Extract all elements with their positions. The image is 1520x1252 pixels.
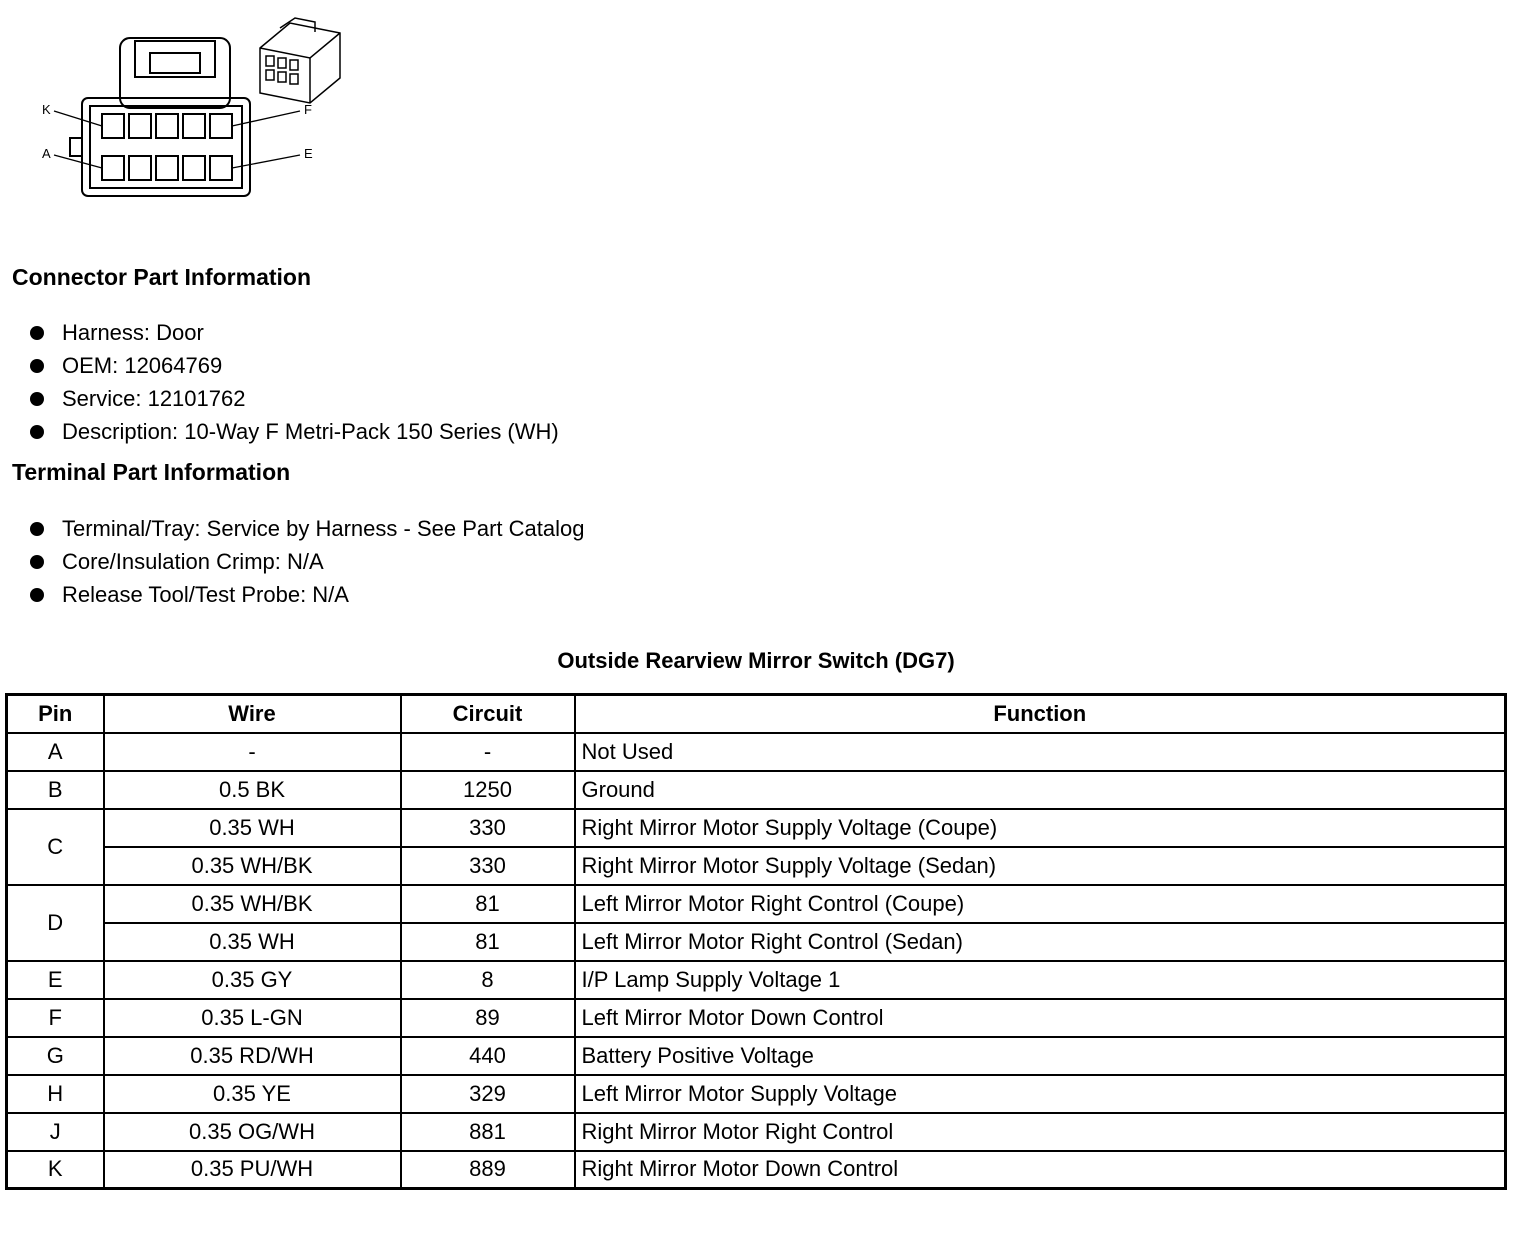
table-row xyxy=(7,809,1506,847)
table-row xyxy=(7,961,1506,999)
cell-circuit: 81 xyxy=(401,885,575,923)
cell-wire: 0.35 GY xyxy=(104,961,401,999)
cell-wire: - xyxy=(104,733,401,771)
table-row xyxy=(7,847,1506,885)
cell-function: Right Mirror Motor Supply Voltage (Sedan) xyxy=(575,847,1506,885)
cell-wire: 0.35 WH/BK xyxy=(104,885,401,923)
cell-pin: A xyxy=(7,733,104,771)
header-function: Function xyxy=(575,695,1506,733)
cell-wire: 0.35 OG/WH xyxy=(104,1113,401,1151)
terminal-info-title: Terminal Part Information xyxy=(12,459,291,485)
cell-pin: G xyxy=(7,1037,104,1075)
cell-function: Right Mirror Motor Supply Voltage (Coupe) xyxy=(575,809,1506,847)
cell-circuit: 1250 xyxy=(401,771,575,809)
diagram-label-f: F xyxy=(304,102,312,117)
list-item: Description: 10-Way F Metri-Pack 150 Series (WH) xyxy=(30,415,559,448)
cell-circuit: 8 xyxy=(401,961,575,999)
cell-function: Right Mirror Motor Down Control xyxy=(575,1151,1506,1189)
cell-circuit: 89 xyxy=(401,999,575,1037)
table-row xyxy=(7,1075,1506,1113)
table-row xyxy=(7,771,1506,809)
connector-iso-icon xyxy=(260,18,340,103)
table-row xyxy=(7,1037,1506,1075)
cell-pin: F xyxy=(7,999,104,1037)
list-item: Core/Insulation Crimp: N/A xyxy=(30,545,585,578)
cell-circuit: 329 xyxy=(401,1075,575,1113)
cell-wire: 0.35 L-GN xyxy=(104,999,401,1037)
cell-function: Ground xyxy=(575,771,1506,809)
cell-function: Left Mirror Motor Supply Voltage xyxy=(575,1075,1506,1113)
table-row xyxy=(7,733,1506,771)
connector-info-list xyxy=(30,316,559,448)
bullet-icon xyxy=(30,588,44,602)
list-item: Service: 12101762 xyxy=(30,382,559,415)
cell-wire: 0.5 BK xyxy=(104,771,401,809)
cell-wire: 0.35 YE xyxy=(104,1075,401,1113)
diagram-label-e: E xyxy=(304,146,313,161)
connector-face-illustration xyxy=(30,8,370,208)
list-item: OEM: 12064769 xyxy=(30,349,559,382)
cell-function: I/P Lamp Supply Voltage 1 xyxy=(575,961,1506,999)
cell-circuit: - xyxy=(401,733,575,771)
cell-function: Left Mirror Motor Right Control (Coupe) xyxy=(575,885,1506,923)
table-header-row xyxy=(7,695,1506,733)
cell-function: Left Mirror Motor Right Control (Sedan) xyxy=(575,923,1506,961)
table-title: Outside Rearview Mirror Switch (DG7) xyxy=(557,648,955,673)
cell-wire: 0.35 WH xyxy=(104,923,401,961)
cell-pin: K xyxy=(7,1151,104,1189)
table-row xyxy=(7,923,1506,961)
bullet-icon xyxy=(30,392,44,406)
cell-circuit: 889 xyxy=(401,1151,575,1189)
cell-function: Left Mirror Motor Down Control xyxy=(575,999,1506,1037)
header-circuit: Circuit xyxy=(401,695,575,733)
bullet-icon xyxy=(30,359,44,373)
pinout-table xyxy=(5,693,1507,1190)
cell-pin: B xyxy=(7,771,104,809)
cell-function: Battery Positive Voltage xyxy=(575,1037,1506,1075)
cell-circuit: 881 xyxy=(401,1113,575,1151)
table-row xyxy=(7,885,1506,923)
cell-wire: 0.35 PU/WH xyxy=(104,1151,401,1189)
header-wire: Wire xyxy=(104,695,401,733)
cell-function: Not Used xyxy=(575,733,1506,771)
cell-wire: 0.35 RD/WH xyxy=(104,1037,401,1075)
bullet-icon xyxy=(30,326,44,340)
table-row xyxy=(7,1113,1506,1151)
cell-pin: D xyxy=(7,885,104,961)
cell-pin: E xyxy=(7,961,104,999)
cell-circuit: 81 xyxy=(401,923,575,961)
header-pin: Pin xyxy=(7,695,104,733)
bullet-icon xyxy=(30,555,44,569)
cell-circuit: 440 xyxy=(401,1037,575,1075)
cell-circuit: 330 xyxy=(401,809,575,847)
connector-info-title: Connector Part Information xyxy=(12,264,312,290)
cell-wire: 0.35 WH/BK xyxy=(104,847,401,885)
cell-pin: H xyxy=(7,1075,104,1113)
bullet-icon xyxy=(30,425,44,439)
list-item: Harness: Door xyxy=(30,316,559,349)
table-row xyxy=(7,1151,1506,1189)
connector-diagram xyxy=(30,8,370,208)
cell-pin: C xyxy=(7,809,104,885)
diagram-label-a: A xyxy=(42,146,51,161)
cell-function: Right Mirror Motor Right Control xyxy=(575,1113,1506,1151)
diagram-label-k: K xyxy=(42,102,51,117)
cell-wire: 0.35 WH xyxy=(104,809,401,847)
list-item: Terminal/Tray: Service by Harness - See Part Catalog xyxy=(30,512,585,545)
bullet-icon xyxy=(30,522,44,536)
cell-pin: J xyxy=(7,1113,104,1151)
table-row xyxy=(7,999,1506,1037)
terminal-info-list xyxy=(30,512,585,611)
list-item: Release Tool/Test Probe: N/A xyxy=(30,578,585,611)
cell-circuit: 330 xyxy=(401,847,575,885)
